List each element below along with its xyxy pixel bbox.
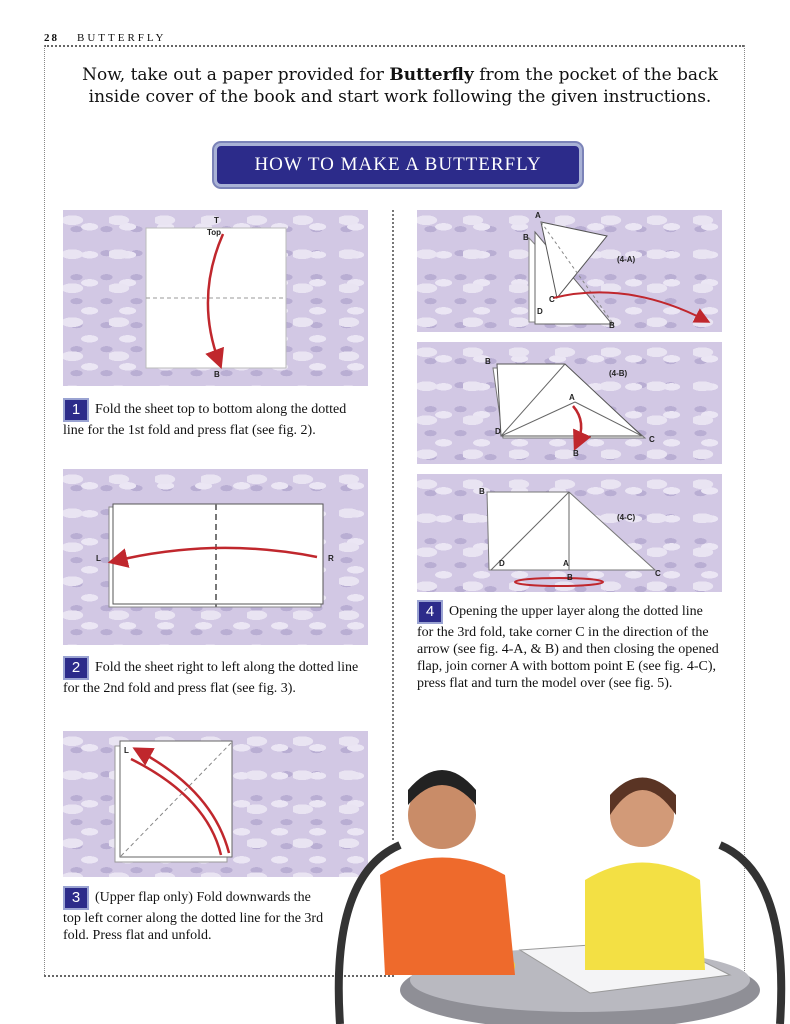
figure-4c-panel [417,474,722,592]
figure-4c-diagram [417,474,722,592]
fig4b-label-b: B [485,357,491,366]
fig4a-label-a: A [535,211,541,220]
top-dotted-rule [44,45,744,47]
figure-4b-panel [417,342,722,464]
fig4c-label-c: C [655,569,661,578]
figure-1-panel [63,210,368,386]
step-2 [63,656,363,697]
fig3-label-l: L [124,746,129,755]
figure-4a-diagram [417,210,722,332]
fig4a-caption: (4-A) [617,255,636,264]
figure-4b-diagram [417,342,722,464]
chapter-title: BUTTERFLY [77,32,167,44]
fig1-label-t: T [214,216,219,225]
fig4a-label-b: B [523,233,529,242]
step-3-number: 3 [63,886,89,910]
fig4a-label-c: C [549,295,555,304]
fig4b-label-d: D [495,427,501,436]
fig4c-label-b: B [479,487,485,496]
step-4-number: 4 [417,600,443,624]
figure-3-panel [63,731,368,877]
fig4c-label-a: A [563,559,569,568]
step-1-number: 1 [63,398,89,422]
figure-2-diagram [63,469,368,645]
intro-paragraph [60,64,740,108]
step-4-text: Opening the upper layer along the dotted line for the 3rd fold, take corner C in the direction of the arrow (see fig. 4-A, & B) and then closing the opened flap, join corner A with bottom point E (see fig. 4-C), press flat and turn the model over (see fig. 5). [417,604,719,691]
fig2-label-r: R [328,554,334,563]
left-dotted-rule [44,45,45,975]
step-3-text: (Upper flap only) Fold downwards the top left corner along the dotted line for the 3rd fold. Press flat and unfold. [63,890,324,943]
fig1-label-top: Top [207,228,222,237]
fig4b-label-a: A [569,393,575,402]
figure-3-diagram [63,731,368,877]
figure-4a-panel [417,210,722,332]
figure-1-diagram [63,210,368,386]
step-3 [63,886,328,944]
section-banner: HOW TO MAKE A BUTTERFLY [214,143,582,187]
fig1-label-b: B [214,370,220,379]
intro-text-1: Now, take out a paper provided for [82,65,390,85]
figure-2-panel [63,469,368,645]
intro-bold: Butterfly [389,65,474,85]
fig2-label-l: L [96,554,101,563]
fig4a-label-b2: B [609,321,615,330]
fig4b-caption: (4-B) [609,369,628,378]
step-1 [63,398,363,439]
fig4c-caption: (4-C) [617,513,636,522]
step-4 [417,600,722,692]
step-1-text: Fold the sheet top to bottom along the dotted line for the 1st fold and press flat (see fig. 2). [63,402,347,438]
running-head [44,32,166,44]
children-photo [330,745,790,1024]
fig4b-label-c: C [649,435,655,444]
step-2-number: 2 [63,656,89,680]
fig4b-label-b2: B [573,449,579,458]
page-number: 28 [44,32,59,44]
fig4a-label-d: D [537,307,543,316]
intro-text-2: from the pocket of the back inside cover of the book and start work following the given instructions. [88,65,718,107]
step-2-text: Fold the sheet right to left along the dotted line for the 2nd fold and press flat (see fig. 3). [63,660,359,696]
fig4c-label-d: D [499,559,505,568]
fig4c-label-b2: B [567,573,573,582]
